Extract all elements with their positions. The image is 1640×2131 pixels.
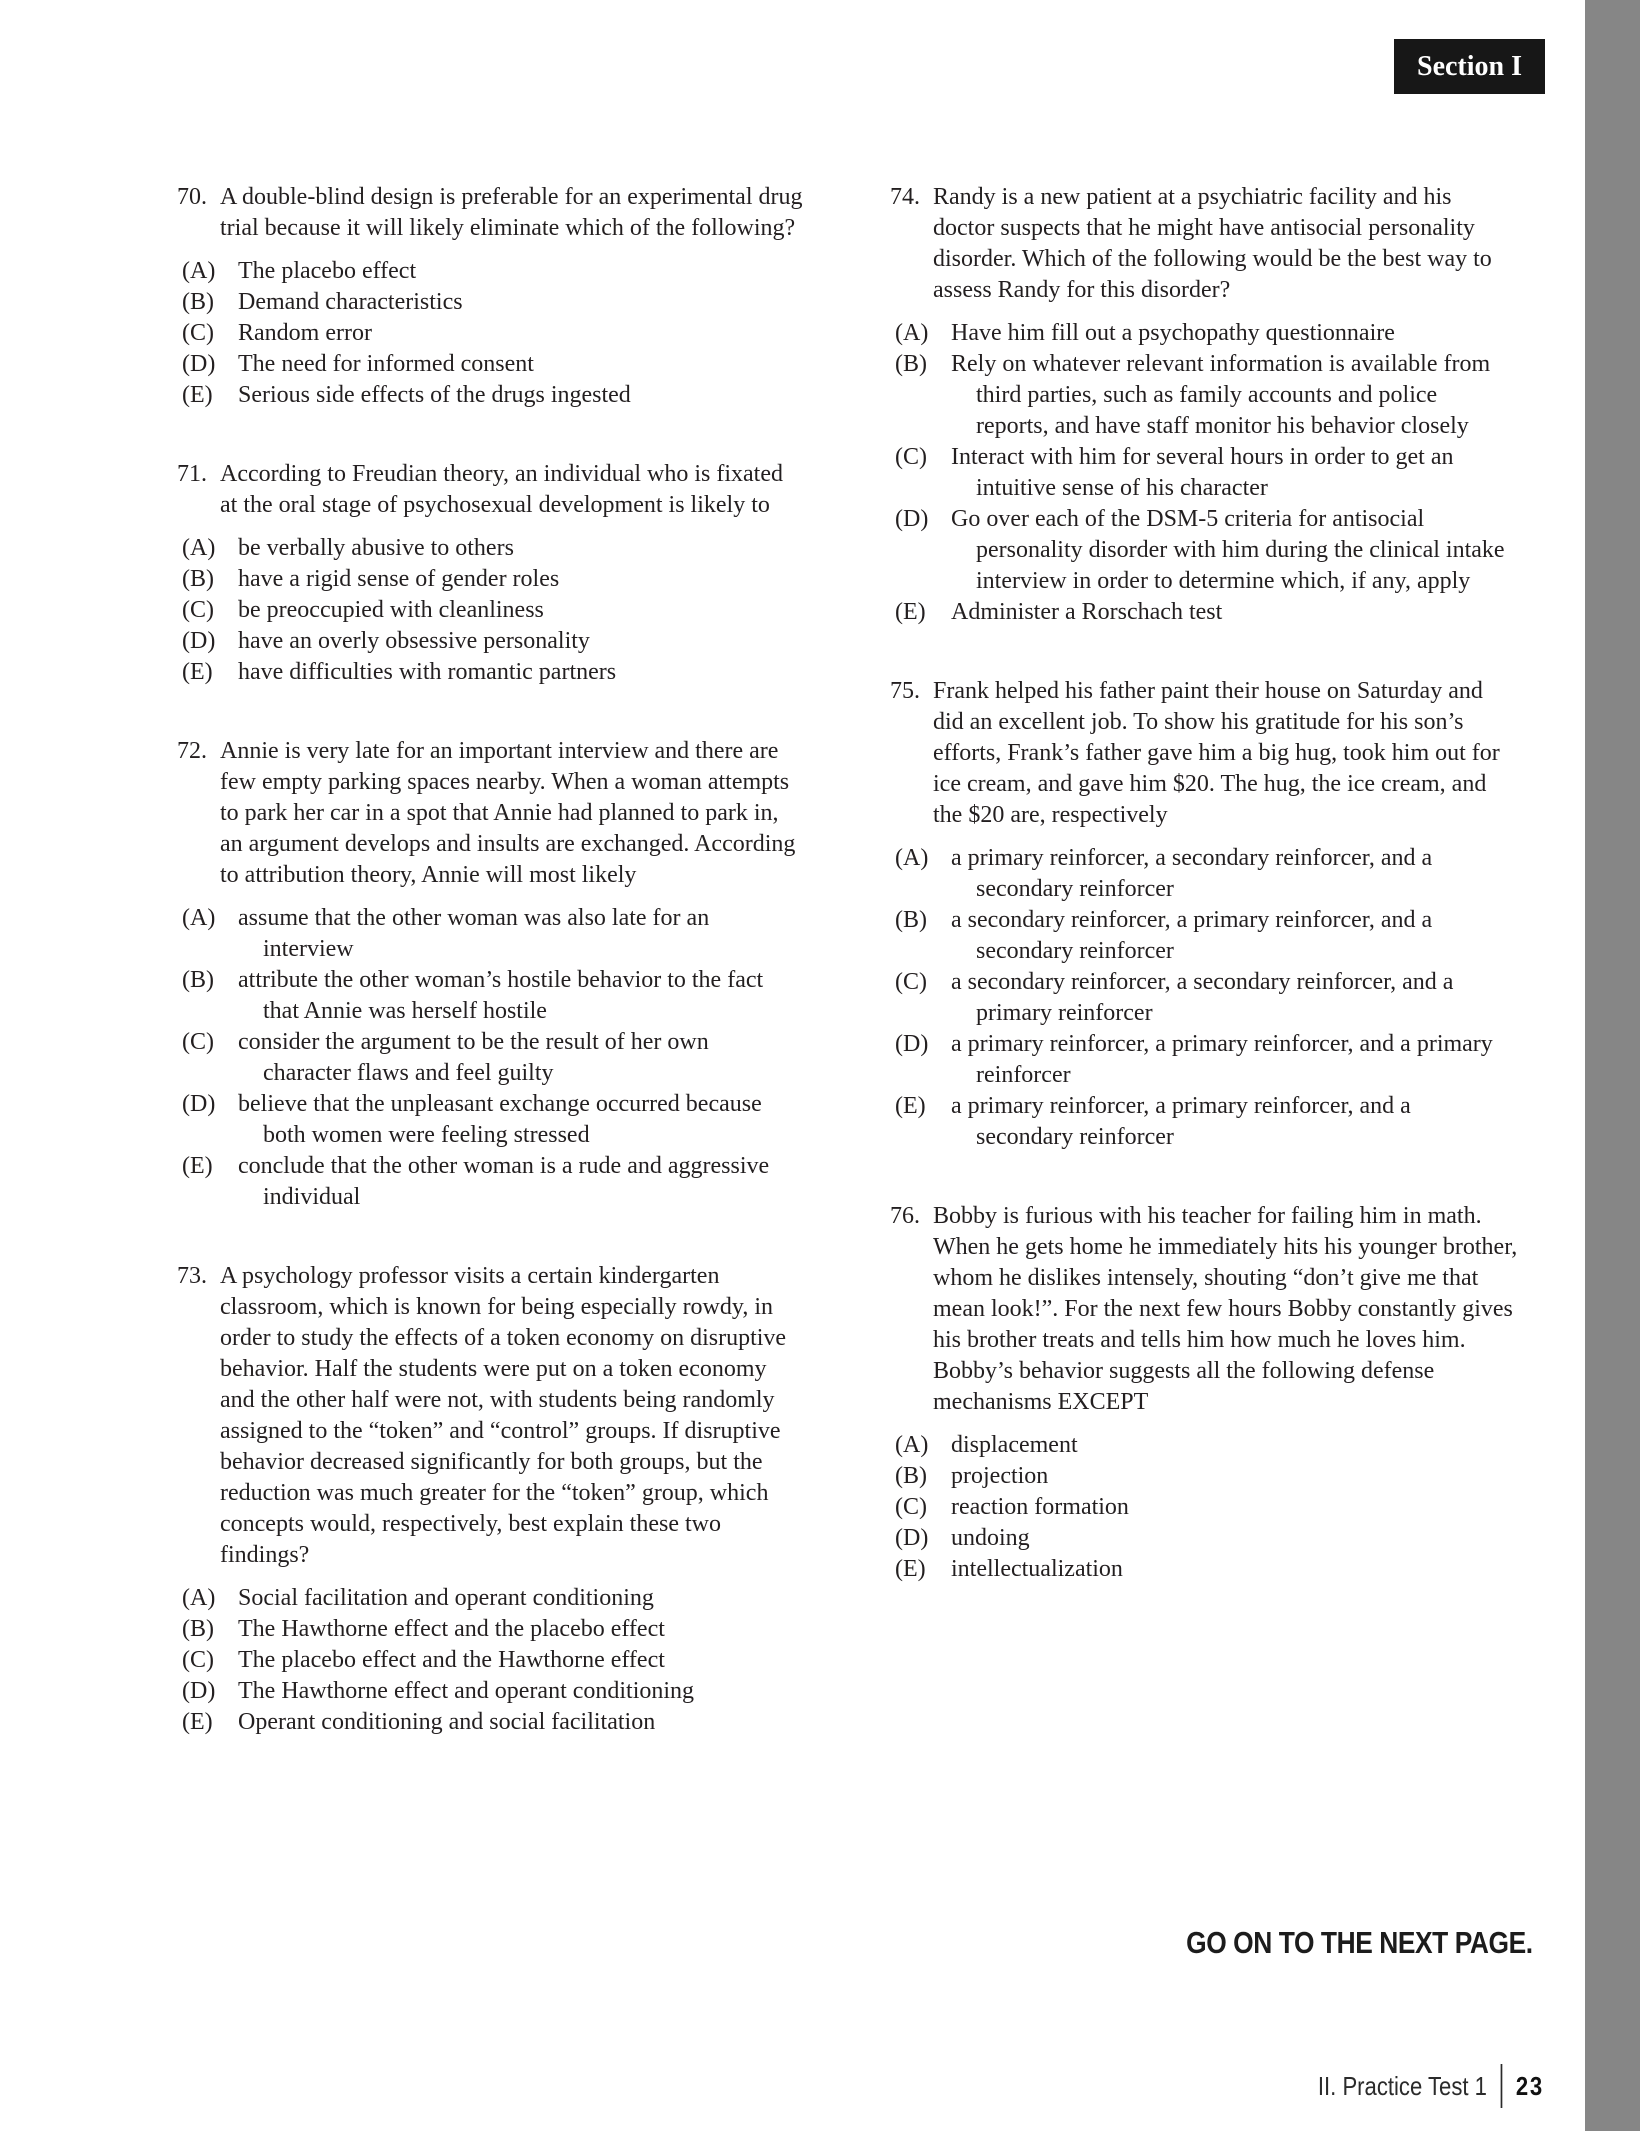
option-label: (E): [895, 599, 926, 625]
option-row: [182, 564, 807, 595]
option-text: Random error: [238, 320, 372, 346]
option-row: [182, 626, 807, 657]
option-label: (E): [182, 1709, 213, 1735]
option-label: (D): [895, 1031, 929, 1057]
option-text: The Hawthorne effect and the placebo effect: [238, 1616, 665, 1642]
section-badge-label: Section I: [1417, 50, 1522, 82]
question-76: [890, 1201, 1524, 1585]
question-71: [177, 459, 807, 688]
options-list: [177, 256, 807, 411]
option-text: assume that the other woman was also late for an interview: [238, 905, 710, 962]
option-label: (B): [895, 907, 927, 933]
option-row: [895, 318, 1524, 349]
left-column: [177, 182, 807, 1738]
option-text: displacement: [951, 1432, 1078, 1458]
option-text: a primary reinforcer, a primary reinforcer, and a primary reinforcer: [951, 1031, 1493, 1088]
option-label: (A): [182, 905, 216, 931]
option-row: [895, 1523, 1524, 1554]
option-text: a primary reinforcer, a secondary reinforcer, and a secondary reinforcer: [951, 845, 1433, 902]
option-row: [182, 287, 807, 318]
option-row: [182, 256, 807, 287]
question-number: 72.: [177, 738, 207, 764]
option-label: (A): [182, 535, 216, 561]
option-label: (B): [182, 289, 214, 315]
question-number: 74.: [890, 184, 920, 210]
option-text: be preoccupied with cleanliness: [238, 597, 544, 623]
option-row: [182, 657, 807, 688]
option-row: [182, 1614, 807, 1645]
option-row: [182, 1027, 807, 1089]
option-text: The placebo effect and the Hawthorne effect: [238, 1647, 665, 1673]
option-text: Rely on whatever relevant information is available from third parties, such as family accounts and police reports, and have staff monitor his behavior closely: [951, 351, 1491, 439]
option-text: a secondary reinforcer, a primary reinforcer, and a secondary reinforcer: [951, 907, 1433, 964]
option-row: [182, 349, 807, 380]
question-stem: According to Freudian theory, an individual who is fixated at the oral stage of psychosexual development is likely to: [220, 461, 783, 518]
footer-divider: [1501, 2064, 1503, 2108]
section-badge: [1394, 39, 1545, 94]
option-label: (D): [182, 628, 216, 654]
option-text: intellectualization: [951, 1556, 1123, 1582]
option-row: [895, 1091, 1524, 1153]
option-row: [182, 1707, 807, 1738]
option-row: [182, 1676, 807, 1707]
option-label: (C): [182, 597, 214, 623]
footer-instruction: GO ON TO THE NEXT PAGE.: [1186, 1925, 1533, 1960]
option-label: (A): [895, 320, 929, 346]
question-stem: Frank helped his father paint their house on Saturday and did an excellent job. To show his gratitude for his son’s efforts, Frank’s father gave him a big hug, took him out for ice cream, and gave him $20. The hug, the ice cream, and the $20 are, respectively: [933, 678, 1500, 828]
options-list: [177, 903, 807, 1213]
options-list: [177, 1583, 807, 1738]
option-text: have an overly obsessive personality: [238, 628, 590, 654]
option-label: (A): [895, 845, 929, 871]
option-label: (C): [895, 1494, 927, 1520]
footer-pageinfo: [1318, 2064, 1544, 2108]
option-row: [182, 965, 807, 1027]
option-row: [895, 1492, 1524, 1523]
option-label: (A): [182, 258, 216, 284]
option-text: undoing: [951, 1525, 1030, 1551]
question-73: [177, 1261, 807, 1738]
option-label: (C): [182, 1029, 214, 1055]
option-row: [182, 903, 807, 965]
question-75: [890, 676, 1524, 1153]
option-row: [182, 1151, 807, 1213]
option-text: a primary reinforcer, a primary reinforcer, and a secondary reinforcer: [951, 1093, 1411, 1150]
options-list: [890, 843, 1524, 1153]
option-text: Interact with him for several hours in order to get an intuitive sense of his character: [951, 444, 1454, 501]
question-stem: Randy is a new patient at a psychiatric facility and his doctor suspects that he might have antisocial personality disorder. Which of the following would be the best way to assess Randy for this disorder?: [933, 184, 1492, 303]
option-text: Serious side effects of the drugs ingested: [238, 382, 631, 408]
option-text: be verbally abusive to others: [238, 535, 514, 561]
option-label: (D): [895, 506, 929, 532]
option-row: [895, 1029, 1524, 1091]
option-text: The placebo effect: [238, 258, 417, 284]
option-row: [182, 533, 807, 564]
option-text: have a rigid sense of gender roles: [238, 566, 560, 592]
question-74: [890, 182, 1524, 628]
option-row: [895, 1554, 1524, 1585]
option-text: The Hawthorne effect and operant conditioning: [238, 1678, 695, 1704]
option-label: (B): [895, 1463, 927, 1489]
options-list: [177, 533, 807, 688]
option-row: [895, 504, 1524, 597]
question-70: [177, 182, 807, 411]
option-label: (D): [895, 1525, 929, 1551]
option-text: have difficulties with romantic partners: [238, 659, 617, 685]
option-row: [182, 595, 807, 626]
question-number: 73.: [177, 1263, 207, 1289]
question-stem: Annie is very late for an important interview and there are few empty parking spaces nearby. When a woman attempts to park her car in a spot that Annie had planned to park in, an argument develops and insults are exchanged. According to attribution theory, Annie will most likely: [220, 738, 796, 888]
option-text: a secondary reinforcer, a secondary reinforcer, and a primary reinforcer: [951, 969, 1454, 1026]
option-row: [895, 967, 1524, 1029]
question-stem: A double-blind design is preferable for an experimental drug trial because it will likely eliminate which of the following?: [220, 184, 803, 241]
option-text: Administer a Rorschach test: [951, 599, 1223, 625]
option-label: (B): [182, 566, 214, 592]
options-list: [890, 1430, 1524, 1585]
option-label: (A): [895, 1432, 929, 1458]
footer-breadcrumb: II. Practice Test 1: [1318, 2070, 1488, 2101]
page-number: 23: [1516, 2070, 1544, 2101]
option-label: (B): [182, 967, 214, 993]
option-label: (E): [895, 1556, 926, 1582]
option-label: (D): [182, 1091, 216, 1117]
option-label: (E): [182, 1153, 213, 1179]
option-row: [895, 442, 1524, 504]
option-row: [895, 1430, 1524, 1461]
question-number: 75.: [890, 678, 920, 704]
option-label: (B): [182, 1616, 214, 1642]
option-text: Operant conditioning and social facilitation: [238, 1709, 656, 1735]
question-number: 71.: [177, 461, 207, 487]
option-row: [182, 1645, 807, 1676]
option-text: believe that the unpleasant exchange occurred because both women were feeling stressed: [238, 1091, 762, 1148]
question-stem: Bobby is furious with his teacher for failing him in math. When he gets home he immediately hits his younger brother, whom he dislikes intensely, shouting “don’t give me that mean look!”. For the next few hours Bobby constantly gives his brother treats and tells him how much he loves him. Bobby’s behavior suggests all the following defense mechanisms EXCEPT: [933, 1203, 1518, 1415]
option-text: Go over each of the DSM-5 criteria for antisocial personality disorder with him during the clinical intake interview in order to determine which, if any, apply: [951, 506, 1505, 594]
option-row: [182, 1089, 807, 1151]
option-label: (B): [895, 351, 927, 377]
option-row: [895, 1461, 1524, 1492]
question-number: 70.: [177, 184, 207, 210]
right-column: [890, 182, 1524, 1585]
option-text: projection: [951, 1463, 1049, 1489]
question-stem: A psychology professor visits a certain kindergarten classroom, which is known for being especially rowdy, in order to study the effects of a token economy on disruptive behavior. Half the students were put on a token economy and the other half were not, with students being randomly assigned to the “token” and “control” groups. If disruptive behavior decreased significantly for both groups, but the reduction was much greater for the “token” group, which concepts would, respectively, best explain these two findings?: [220, 1263, 787, 1568]
option-label: (D): [182, 351, 216, 377]
page-edge-bar: [1585, 0, 1640, 2131]
option-row: [182, 1583, 807, 1614]
option-label: (C): [895, 444, 927, 470]
option-text: reaction formation: [951, 1494, 1129, 1520]
option-text: Have him fill out a psychopathy questionnaire: [951, 320, 1395, 346]
option-row: [895, 349, 1524, 442]
option-row: [182, 318, 807, 349]
option-label: (A): [182, 1585, 216, 1611]
option-label: (D): [182, 1678, 216, 1704]
option-label: (C): [182, 320, 214, 346]
option-label: (C): [895, 969, 927, 995]
option-label: (E): [182, 659, 213, 685]
option-row: [895, 597, 1524, 628]
option-row: [895, 905, 1524, 967]
option-text: conclude that the other woman is a rude and aggressive individual: [238, 1153, 770, 1210]
question-number: 76.: [890, 1203, 920, 1229]
option-label: (E): [182, 382, 213, 408]
option-text: Demand characteristics: [238, 289, 463, 315]
option-row: [895, 843, 1524, 905]
option-text: consider the argument to be the result of her own character flaws and feel guilty: [238, 1029, 709, 1086]
question-72: [177, 736, 807, 1213]
option-label: (E): [895, 1093, 926, 1119]
option-row: [182, 380, 807, 411]
option-label: (C): [182, 1647, 214, 1673]
options-list: [890, 318, 1524, 628]
option-text: attribute the other woman’s hostile behavior to the fact that Annie was herself hostile: [238, 967, 764, 1024]
option-text: The need for informed consent: [238, 351, 534, 377]
option-text: Social facilitation and operant conditioning: [238, 1585, 654, 1611]
